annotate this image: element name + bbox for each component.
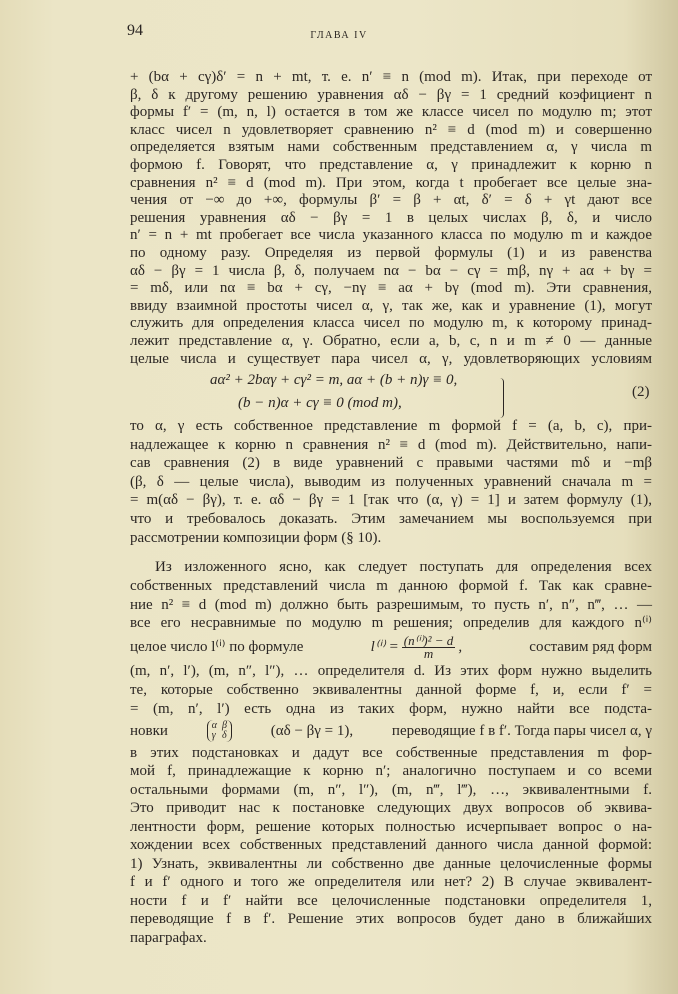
text-line: αδ − βγ = 1 числа β, δ, получаем nα − bα − cγ = mβ, nγ + aα + bγ = <box>130 262 652 279</box>
text-line: чения от −∞ до +∞, формулы β′ = β + αt, δ′ = δ + γt дают все <box>130 192 652 209</box>
fraction-numerator: (n⁽ⁱ⁾)² − d <box>403 632 454 648</box>
text-line: что и требовалось доказать. Этим замечанием мы воспользуемся при <box>130 511 652 527</box>
text-line: остальными формами (m, n″, l″), (m, n‴, l‴), …, эквивалентными f. <box>130 782 652 798</box>
matrix-after: (αδ − βγ = 1), <box>270 723 354 739</box>
text-line: мой f, принадлежащие к корню n′; аналогично поступаем и со всеми <box>130 763 652 779</box>
text-line: служить для определения класса чисел по модулю m, к которому принад- <box>130 315 652 332</box>
text-line: 1) Узнать, эквивалентны ли собственно две данные целочисленные формы <box>130 856 652 872</box>
text-line: определяется взятым нами собственным представлением α, γ числа m <box>130 139 652 156</box>
matrix-cell: α <box>211 720 217 731</box>
text-line: формы f′ = (m, n, l) остается в том же классе чисел по модулю m; этот <box>130 104 652 121</box>
formula <box>370 632 463 661</box>
text-line: β, δ к другому решению уравнения αδ − βγ = 1 средний коэфициент n <box>130 86 652 103</box>
matrix-cell: β <box>221 720 227 731</box>
equation-brace <box>497 378 504 418</box>
text-line: лентности форм, решение которых полностью исчерпывает вопрос о на- <box>130 819 652 835</box>
text-line: рассмотрении композиции форм (§ 10). <box>130 529 382 546</box>
text-line: то α, γ есть собственное представление m формой f = (a, b, c), при- <box>130 418 652 434</box>
text-line: сравнения n² ≡ d (mod m). При этом, когда t пробегает все целые зна- <box>130 174 652 191</box>
text-line: по одному разу. Определяя из первой формулы (1) и из равенства <box>130 245 652 261</box>
text-line: ности f и f′ найти все целочисленные подстановки определителя 1, <box>130 893 652 909</box>
text-line: (m, n′, l′), (m, n″, l″), … определителя d. Из этих форм нужно выделить <box>130 663 652 679</box>
text-line: (β, δ — целые числа), выводим из полученных уравнений сначала m = <box>130 473 652 490</box>
page-number: 94 <box>127 22 143 39</box>
chapter-header: ГЛАВА IV <box>310 30 368 41</box>
text-line: = m(αδ − βγ), т. е. αδ − βγ = 1 [так что (α, γ) = 1] и затем формулу (1), <box>130 492 652 509</box>
text-line: хождении всех собственных представлений данного числа данной формой: <box>130 837 652 853</box>
fraction-denominator: m <box>423 645 434 661</box>
text-line: надлежащее к корню n сравнения n² ≡ d (mod m). Действительно, напи- <box>130 436 652 453</box>
text-line: + (bα + cγ)δ′ = n + mt, т. е. n′ ≡ n (mod m). Итак, при переходе от <box>130 69 652 85</box>
matrix-tail: переводящие f в f′. Тогда пары чисел α, γ <box>391 723 652 739</box>
text-line: целые числа и существует пара чисел α, γ, удовлетворяющих условиям <box>130 350 652 367</box>
text-line: ввиду взаимной простоты чисел α, γ, так же, как и уравнение (1), могут <box>130 297 652 314</box>
equation-line-1: aα² + 2bαγ + cγ² = m, aα + (b + n)γ ≡ 0, <box>210 372 458 388</box>
equation-number: (2) <box>632 384 650 400</box>
formula-line <box>130 634 652 660</box>
text-line: решения уравнения αδ − βγ = 1 в целых числах β, δ, и число <box>130 209 652 226</box>
formula-tail: составим ряд форм <box>529 639 652 655</box>
text-line: формою f. Говорят, что представление α, γ принадлежит к корню n <box>130 157 652 173</box>
equation-line-2: (b − n)α + cγ ≡ 0 (mod m), <box>238 395 402 411</box>
formula-comma: , <box>458 639 463 655</box>
text-line: = mδ, или nα ≡ bα + cγ, −nγ ≡ aα + bγ (mod m). Эти сравнения, <box>130 280 652 297</box>
text-line: собственных представлений числа m данною формой f. Так как сравне- <box>130 578 652 594</box>
substitution-matrix <box>207 720 232 742</box>
text-line: лежит представление α, γ. Обратно, если a, b, c, n и m ≠ 0 — данные <box>130 333 652 349</box>
text-line: Это приводит нас к постановке следующих двух вопросов об эквива- <box>130 800 652 816</box>
text-line: все его несравнимые по модулю m решения; определив для каждого n⁽ⁱ⁾ <box>130 615 652 631</box>
text-line: в этих подстановках и дадут все собственные представления m фор- <box>130 745 652 761</box>
formula-before: целое число l⁽ⁱ⁾ по формуле <box>130 639 304 655</box>
text-line: n′ = n + mt пробегает все числа указанного класса по модулю m и каждое <box>130 227 652 244</box>
matrix-cell: γ <box>211 730 216 741</box>
matrix-line <box>130 720 652 742</box>
formula-lhs: l⁽ⁱ⁾ = <box>370 639 399 655</box>
text-line: сав сравнения (2) в виде уравнений с правыми частями mδ и −mβ <box>130 455 652 472</box>
text-line: f и f′ одного и того же определителя или нет? 2) В случае эквивалент- <box>130 874 652 890</box>
text-line: = (m, n′, l′) есть одна из таких форм, нужно найти все подста- <box>130 701 652 717</box>
text-line: те, которые собственно эквивалентны данной форме f, и, если f′ = <box>130 682 652 698</box>
text-line: класс чисел n удовлетворяет сравнению n² ≡ d (mod m) и совершенно <box>130 121 652 138</box>
fraction <box>402 632 456 661</box>
matrix-before: новки <box>130 723 168 739</box>
text-line: Из изложенного ясно, как следует поступать для определения всех <box>155 559 652 575</box>
text-line: параграфах. <box>130 930 207 946</box>
text-line: переводящие f в f′. Решение этих вопросов будет дано в ближайших <box>130 911 652 927</box>
text-line: ние n² ≡ d (mod m) должно быть разрешимым, то пусть n′, n″, n‴, … — <box>130 597 652 613</box>
matrix-cell: δ <box>221 730 227 741</box>
